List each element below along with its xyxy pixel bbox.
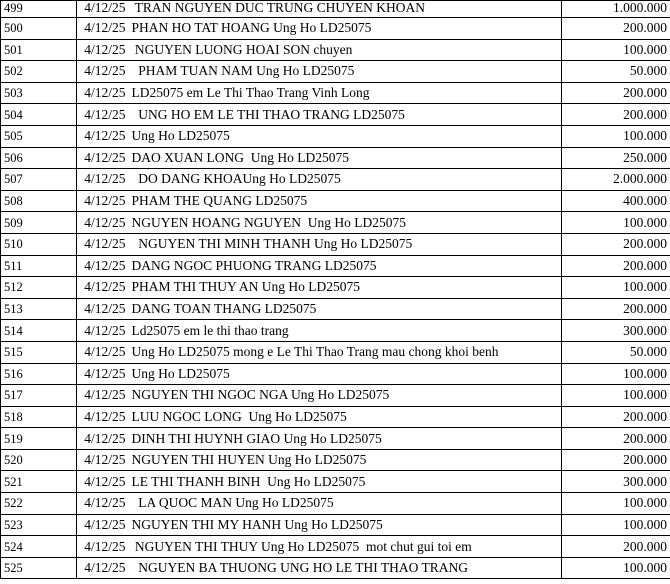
row-number: 501 (1, 39, 77, 61)
row-date: 4/12/25 (77, 125, 129, 147)
table-row (1, 298, 670, 320)
row-description: NGUYEN THI HUYEN Ung Ho LD25075 (129, 449, 562, 471)
row-date: 4/12/25 (77, 298, 129, 320)
table-row (1, 233, 670, 255)
table-row (1, 428, 670, 450)
row-date: 4/12/25 (77, 233, 129, 255)
row-description: Ld25075 em le thi thao trang (129, 320, 562, 342)
row-description: DINH THI HUYNH GIAO Ung Ho LD25075 (129, 428, 562, 450)
row-description: LUU NGOC LONG Ung Ho LD25075 (129, 406, 562, 428)
row-amount: 100.000 (562, 39, 670, 61)
table-row (1, 536, 670, 558)
row-amount: 1.000.000 (562, 1, 670, 18)
row-date: 4/12/25 (77, 147, 129, 169)
row-description: DANG NGOC PHUONG TRANG LD25075 (129, 255, 562, 277)
row-date: 4/12/25 (77, 406, 129, 428)
row-number: 512 (1, 277, 77, 299)
row-number: 510 (1, 233, 77, 255)
row-date: 4/12/25 (77, 514, 129, 536)
table-row (1, 341, 670, 363)
table-row (1, 493, 670, 515)
row-amount: 200.000 (562, 298, 670, 320)
row-number: 523 (1, 514, 77, 536)
row-date: 4/12/25 (77, 471, 129, 493)
row-amount: 2.000.000 (562, 169, 670, 191)
row-number: 519 (1, 428, 77, 450)
row-amount: 100.000 (562, 514, 670, 536)
row-amount: 400.000 (562, 190, 670, 212)
row-date: 4/12/25 (77, 61, 129, 83)
row-description: LE THI THANH BINH Ung Ho LD25075 (129, 471, 562, 493)
row-description: UNG HO EM LE THI THAO TRANG LD25075 (129, 104, 562, 126)
row-number: 520 (1, 449, 77, 471)
donation-table-body (1, 1, 670, 579)
row-number: 524 (1, 536, 77, 558)
row-amount: 200.000 (562, 82, 670, 104)
row-amount: 100.000 (562, 277, 670, 299)
table-row (1, 514, 670, 536)
row-date: 4/12/25 (77, 341, 129, 363)
row-date: 4/12/25 (77, 190, 129, 212)
row-number: 513 (1, 298, 77, 320)
row-date: 4/12/25 (77, 82, 129, 104)
row-number: 499 (1, 1, 77, 18)
row-number: 525 (1, 557, 77, 579)
row-number: 505 (1, 125, 77, 147)
row-amount: 200.000 (562, 406, 670, 428)
table-row (1, 190, 670, 212)
row-amount: 300.000 (562, 471, 670, 493)
row-date: 4/12/25 (77, 169, 129, 191)
row-number: 517 (1, 385, 77, 407)
table-row (1, 169, 670, 191)
row-description: NGUYEN THI MY HANH Ung Ho LD25075 (129, 514, 562, 536)
table-row (1, 277, 670, 299)
row-date: 4/12/25 (77, 277, 129, 299)
table-row (1, 449, 670, 471)
row-date: 4/12/25 (77, 536, 129, 558)
row-date: 4/12/25 (77, 255, 129, 277)
row-amount: 200.000 (562, 449, 670, 471)
row-amount: 50.000 (562, 341, 670, 363)
row-amount: 100.000 (562, 125, 670, 147)
row-amount: 200.000 (562, 18, 670, 40)
row-date: 4/12/25 (77, 385, 129, 407)
row-amount: 100.000 (562, 557, 670, 579)
table-row (1, 406, 670, 428)
table-row (1, 320, 670, 342)
row-date: 4/12/25 (77, 18, 129, 40)
row-number: 518 (1, 406, 77, 428)
table-row (1, 471, 670, 493)
row-description: PHAM THI THUY AN Ung Ho LD25075 (129, 277, 562, 299)
row-date: 4/12/25 (77, 449, 129, 471)
row-amount: 200.000 (562, 233, 670, 255)
row-amount: 200.000 (562, 536, 670, 558)
row-date: 4/12/25 (77, 363, 129, 385)
table-row (1, 385, 670, 407)
row-number: 502 (1, 61, 77, 83)
row-description: NGUYEN BA THUONG UNG HO LE THI THAO TRANG (129, 557, 562, 579)
row-amount: 250.000 (562, 147, 670, 169)
row-amount: 200.000 (562, 104, 670, 126)
row-description: NGUYEN HOANG NGUYEN Ung Ho LD25075 (129, 212, 562, 234)
row-date: 4/12/25 (77, 212, 129, 234)
table-row (1, 363, 670, 385)
row-amount: 50.000 (562, 61, 670, 83)
row-number: 509 (1, 212, 77, 234)
row-number: 511 (1, 255, 77, 277)
row-amount: 100.000 (562, 363, 670, 385)
row-description: NGUYEN LUONG HOAI SON chuyen (129, 39, 562, 61)
table-row (1, 255, 670, 277)
table-row (1, 104, 670, 126)
row-description: Ung Ho LD25075 mong e Le Thi Thao Trang mau chong khoi benh (129, 341, 562, 363)
row-description: DO DANG KHOAUng Ho LD25075 (129, 169, 562, 191)
row-description: NGUYEN THI MINH THANH Ung Ho LD25075 (129, 233, 562, 255)
row-amount: 100.000 (562, 493, 670, 515)
row-date: 4/12/25 (77, 1, 129, 18)
row-number: 522 (1, 493, 77, 515)
row-date: 4/12/25 (77, 428, 129, 450)
row-number: 504 (1, 104, 77, 126)
row-description: TRAN NGUYEN DUC TRUNG CHUYEN KHOAN (129, 1, 562, 18)
row-description: NGUYEN THI THUY Ung Ho LD25075 mot chut gui toi em (129, 536, 562, 558)
row-date: 4/12/25 (77, 493, 129, 515)
row-description: Ung Ho LD25075 (129, 363, 562, 385)
table-row (1, 1, 670, 18)
row-date: 4/12/25 (77, 320, 129, 342)
row-number: 508 (1, 190, 77, 212)
row-description: LA QUOC MAN Ung Ho LD25075 (129, 493, 562, 515)
table-row (1, 82, 670, 104)
row-number: 521 (1, 471, 77, 493)
table-row (1, 125, 670, 147)
row-number: 507 (1, 169, 77, 191)
row-description: Ung Ho LD25075 (129, 125, 562, 147)
row-number: 516 (1, 363, 77, 385)
row-amount: 100.000 (562, 385, 670, 407)
table-row (1, 39, 670, 61)
table-row (1, 557, 670, 579)
row-description: PHAN HO TAT HOANG Ung Ho LD25075 (129, 18, 562, 40)
row-description: LD25075 em Le Thi Thao Trang Vinh Long (129, 82, 562, 104)
row-number: 506 (1, 147, 77, 169)
row-number: 500 (1, 18, 77, 40)
row-number: 515 (1, 341, 77, 363)
row-amount: 300.000 (562, 320, 670, 342)
row-amount: 200.000 (562, 255, 670, 277)
row-description: DANG TOAN THANG LD25075 (129, 298, 562, 320)
row-description: NGUYEN THI NGOC NGA Ung Ho LD25075 (129, 385, 562, 407)
table-row (1, 212, 670, 234)
row-date: 4/12/25 (77, 104, 129, 126)
row-number: 514 (1, 320, 77, 342)
row-amount: 100.000 (562, 212, 670, 234)
row-description: PHAM TUAN NAM Ung Ho LD25075 (129, 61, 562, 83)
row-description: DAO XUAN LONG Ung Ho LD25075 (129, 147, 562, 169)
row-description: PHAM THE QUANG LD25075 (129, 190, 562, 212)
row-date: 4/12/25 (77, 557, 129, 579)
row-date: 4/12/25 (77, 39, 129, 61)
row-number: 503 (1, 82, 77, 104)
table-row (1, 18, 670, 40)
row-amount: 200.000 (562, 428, 670, 450)
table-row (1, 61, 670, 83)
table-row (1, 147, 670, 169)
